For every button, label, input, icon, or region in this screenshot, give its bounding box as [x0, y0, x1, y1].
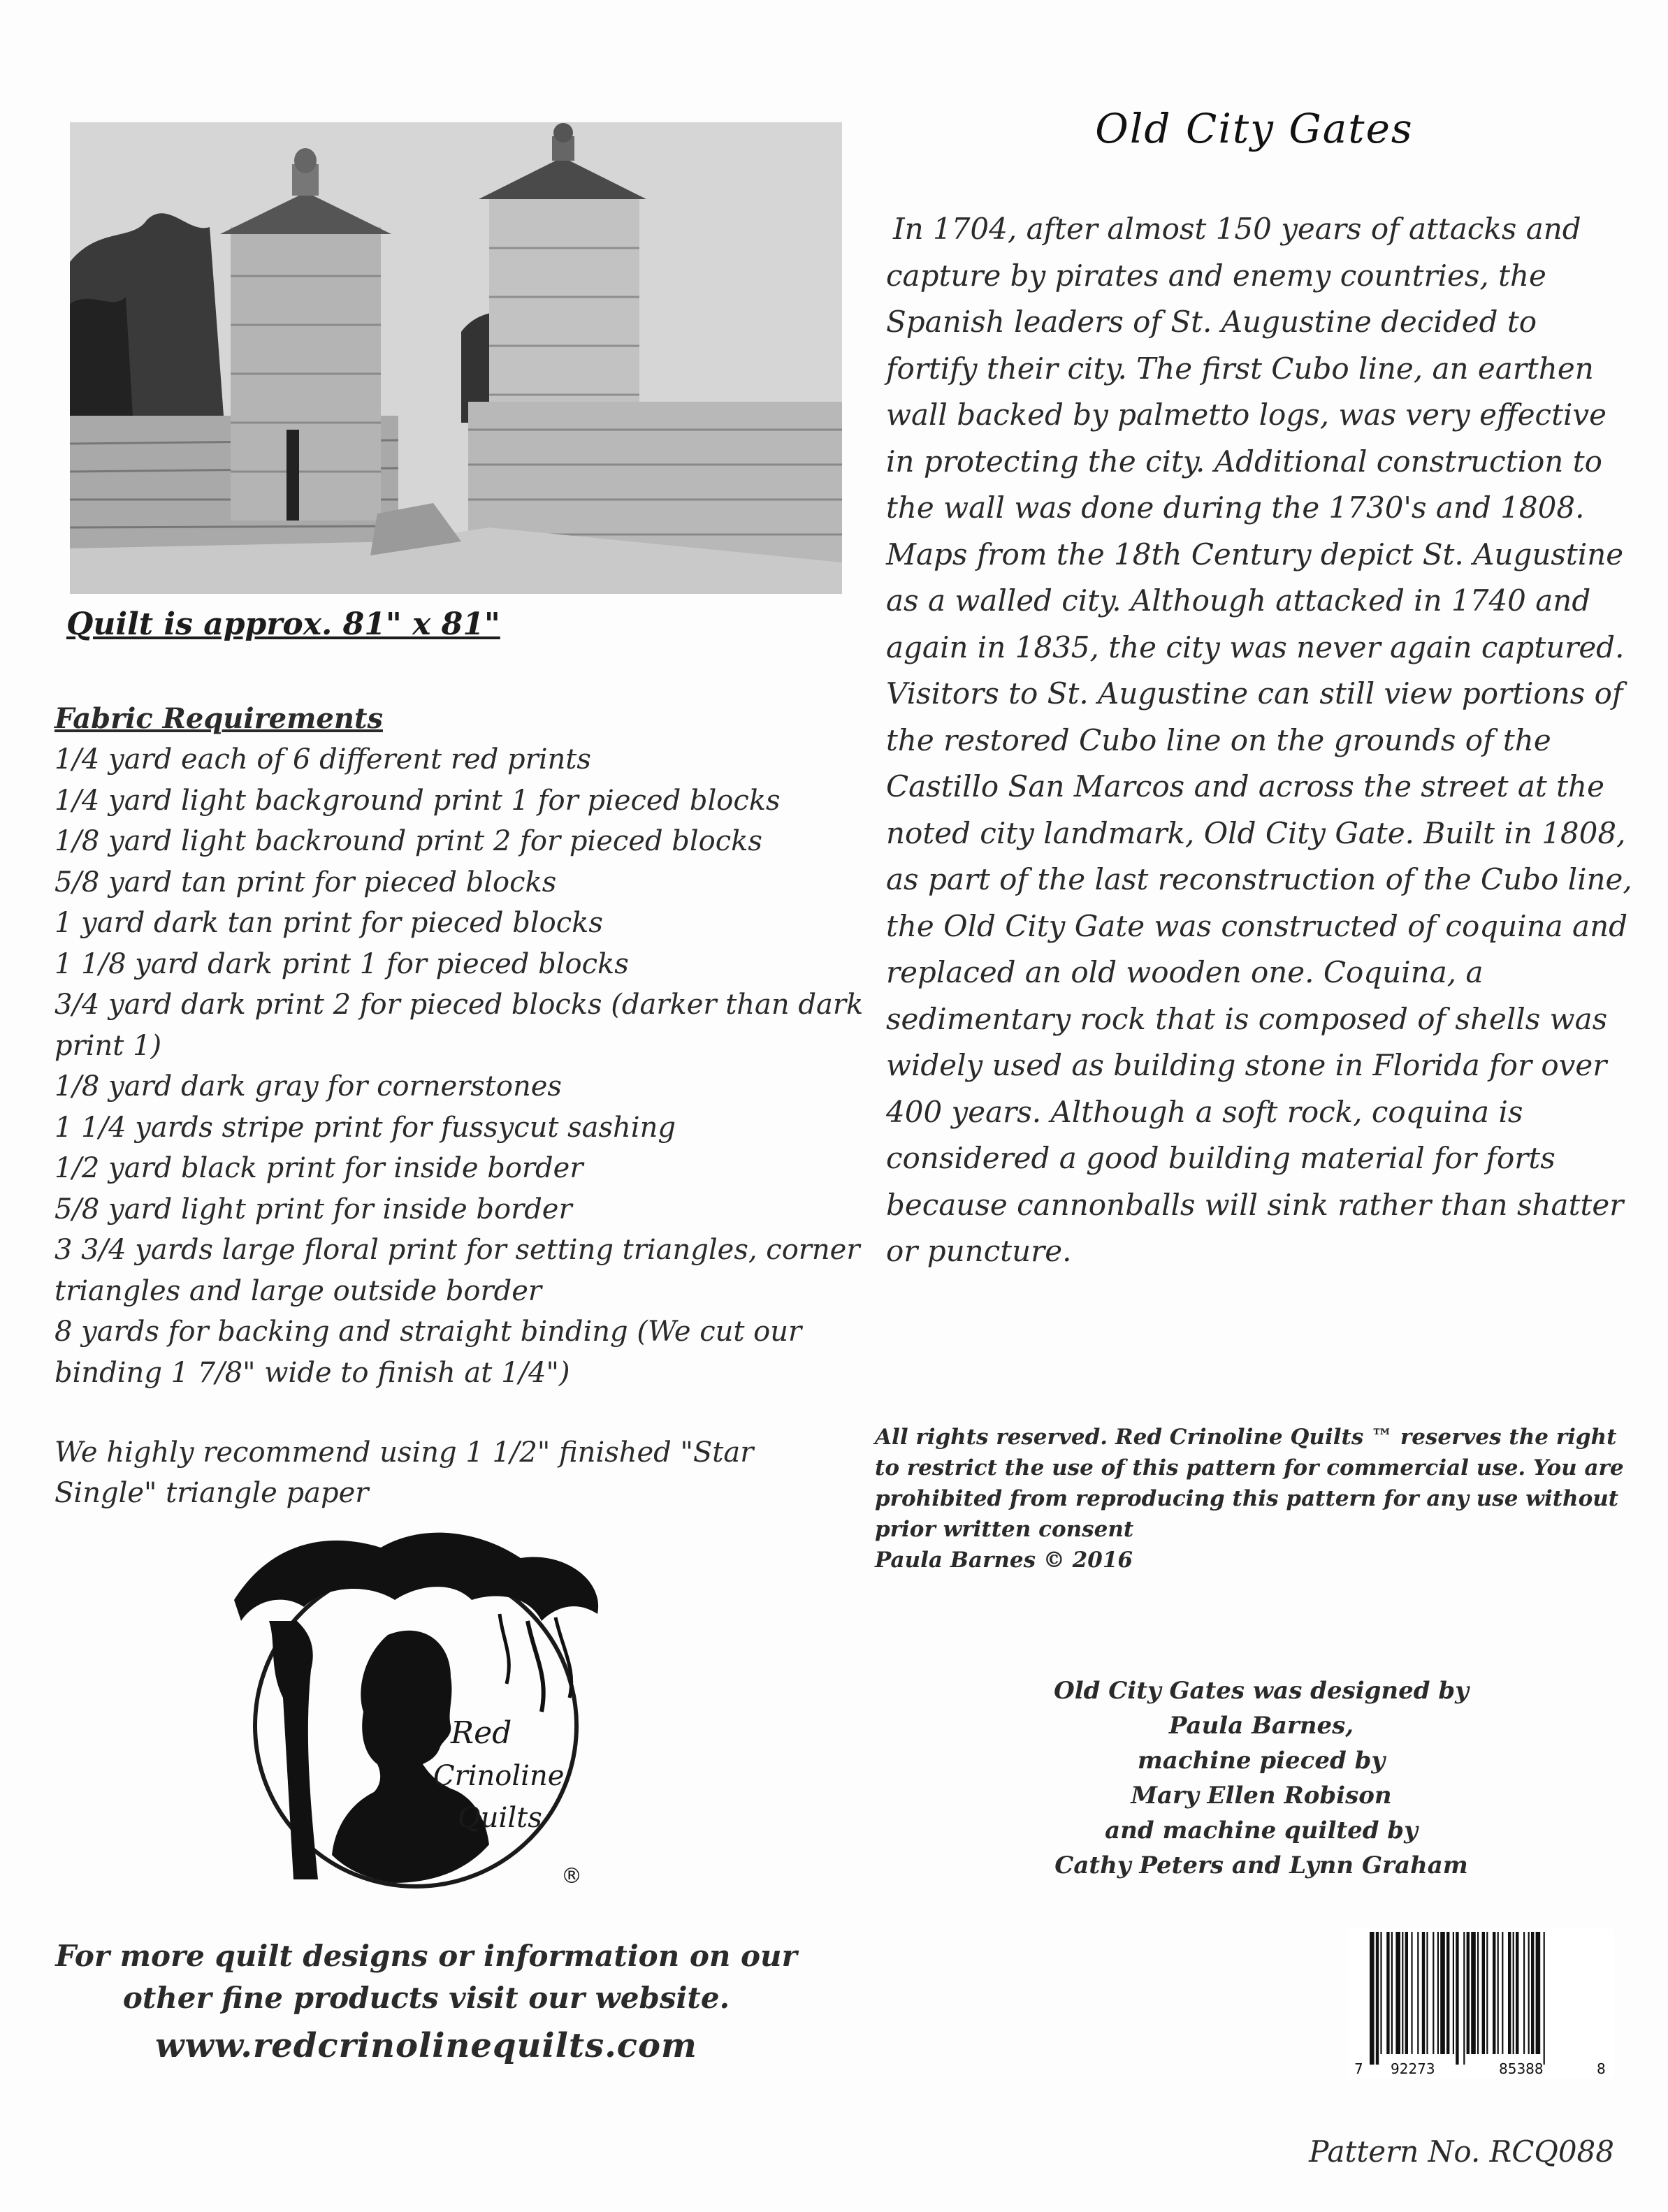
fabric-item: 1/8 yard dark gray for cornerstones: [55, 1070, 562, 1103]
fabric-item: 8 yards for backing and straight binding (We cut our binding 1 7/8" wide to finish at 1/4"): [55, 1316, 802, 1389]
barcode-bar: [1422, 1932, 1425, 2054]
barcode-digit: 85388: [1499, 2060, 1544, 2077]
barcode-bar: [1391, 1932, 1393, 2054]
barcode-bar: [1376, 1932, 1379, 2065]
barcode-bar: [1508, 1932, 1511, 2054]
credit-line: and machine quilted by: [1105, 1817, 1418, 1844]
barcode-bar: [1426, 1932, 1428, 2054]
rights-notice: [875, 1422, 1630, 1576]
barcode-bar: [1433, 1932, 1434, 2054]
barcode-bar: [1493, 1932, 1495, 2054]
barcode-bar: [1463, 1932, 1465, 2065]
barcode-bar: [1536, 1932, 1541, 2054]
logo-text-quilts: Quilts: [458, 1802, 542, 1834]
credit-line: machine pieced by: [1137, 1747, 1386, 1775]
barcode-bar: [1482, 1932, 1485, 2054]
website-url[interactable]: www.redcrinolinequilts.com: [155, 2026, 697, 2065]
barcode-bar: [1513, 1932, 1514, 2054]
barcode-bar: [1531, 1932, 1534, 2054]
fabric-item: 1/4 yard each of 6 different red prints: [55, 743, 591, 776]
fabric-requirements: [55, 699, 865, 1393]
history-paragraph-2: Visitors to St. Augustine can still view portions of the restored Cubo line on the grounds of the Castillo San Marcos and across the street at the noted city landmark, Old City Gate. Built in 1808, as part of the last reconstruction of the Cubo line, the Old City Gate was constructed of coquina and replaced an old wooden one. Coquina, a sedimentary rock that is composed of shells was widely used as building stone in Florida for over 400 years. Although a soft rock, coquina is considered a good building material for forts because cannonballs will sink rather than shatter or puncture.: [886, 676, 1632, 1268]
fabric-item: 1 yard dark tan print for pieced blocks: [55, 907, 603, 939]
barcode-bar: [1486, 1932, 1488, 2054]
credit-line: Mary Ellen Robison: [1131, 1782, 1392, 1810]
barcode-bar: [1386, 1932, 1389, 2054]
barcode-bar: [1528, 1932, 1530, 2054]
barcode-digit: 92273: [1391, 2060, 1435, 2077]
barcode-bar: [1467, 1932, 1470, 2054]
rights-text: All rights reserved. Red Crinoline Quilts ™ reserves the right to restrict the use of this pattern for commercial use. You are prohibited from reproducing this pattern for any use without prior written consent: [875, 1425, 1624, 1542]
barcode-bar: [1380, 1932, 1381, 2054]
barcode-bar: [1477, 1932, 1479, 2054]
barcode-digit: 8: [1597, 2060, 1606, 2077]
copyright-text: Paula Barnes © 2016: [875, 1548, 1133, 1573]
barcode-bar: [1417, 1932, 1419, 2054]
barcode-bar: [1453, 1932, 1454, 2054]
barcode: [1349, 1928, 1614, 2079]
logo-text-crinoline: Crinoline: [433, 1760, 565, 1792]
barcode-bar: [1395, 1932, 1400, 2054]
barcode-bar: [1456, 1932, 1458, 2065]
history-paragraph-1: In 1704, after almost 150 years of attacks and capture by pirates and enemy countries, the Spanish leaders of St. Augustine decided to fortify their city. The first Cubo line, an earthen wall backed by palmetto logs, was very effective in protecting the city. Additional construction to the wall was done during the 1730's and 1808. Maps from the 18th Century depict St. Augustine as a walled city. Although attacked in 1740 and again in 1835, the city was never again captured.: [886, 212, 1625, 664]
registered-mark-icon: ®: [561, 1864, 582, 1889]
red-crinoline-quilts-logo: [227, 1516, 618, 1907]
fabric-heading: Fabric Requirements: [55, 702, 383, 735]
barcode-bar: [1523, 1932, 1525, 2054]
fabric-item: 1/4 yard light background print 1 for pieced blocks: [55, 784, 781, 817]
barcode-bar: [1370, 1932, 1375, 2065]
pattern-number: Pattern No. RCQ088: [1309, 2134, 1614, 2169]
credit-line: Cathy Peters and Lynn Graham: [1054, 1851, 1468, 1879]
triangle-paper-recommendation: We highly recommend using 1 1/2" finished "Star Single" triangle paper: [55, 1436, 754, 1509]
barcode-bar: [1446, 1932, 1449, 2054]
logo-text-red: Red: [451, 1715, 512, 1751]
barcode-bars: [1370, 1932, 1545, 2065]
barcode-bar: [1411, 1932, 1412, 2054]
fabric-item: 1/2 yard black print for inside border: [55, 1152, 583, 1184]
barcode-bar: [1497, 1932, 1499, 2054]
fabric-list: [55, 739, 865, 1393]
barcode-digit: 7: [1354, 2060, 1363, 2077]
barcode-bar: [1516, 1932, 1518, 2054]
fabric-item: 1/8 yard light backround print 2 for pieced blocks: [55, 825, 762, 857]
barcode-bar: [1502, 1932, 1503, 2054]
fabric-item: 3 3/4 yards large floral print for setting triangles, corner triangles and large outside border: [55, 1234, 860, 1307]
barcode-bar: [1437, 1932, 1439, 2054]
barcode-bar: [1544, 1932, 1545, 2065]
visit-website-text: For more quilt designs or information on our other fine products visit our website.: [55, 1939, 797, 2015]
fabric-item: 3/4 yard dark print 2 for pieced blocks (darker than dark print 1): [55, 989, 864, 1062]
barcode-bar: [1471, 1932, 1476, 2054]
barcode-bar: [1405, 1932, 1408, 2054]
fabric-item: 5/8 yard tan print for pieced blocks: [55, 866, 557, 898]
fabric-item: 1 1/4 yards stripe print for fussycut sashing: [55, 1111, 676, 1144]
page-title: Old City Gates: [1095, 105, 1414, 152]
barcode-bar: [1402, 1932, 1403, 2054]
credit-line: Old City Gates was designed by: [1054, 1677, 1469, 1705]
fabric-item: 5/8 yard light print for inside border: [55, 1193, 572, 1225]
barcode-bar: [1440, 1932, 1445, 2054]
credits: [999, 1673, 1523, 1883]
gates-photo: [70, 122, 842, 594]
quilt-size: Quilt is approx. 81" x 81": [66, 606, 500, 642]
history-text: [886, 206, 1634, 1275]
credit-line: Paula Barnes,: [1168, 1712, 1354, 1740]
fabric-item: 1 1/8 yard dark print 1 for pieced blocks: [55, 947, 629, 980]
